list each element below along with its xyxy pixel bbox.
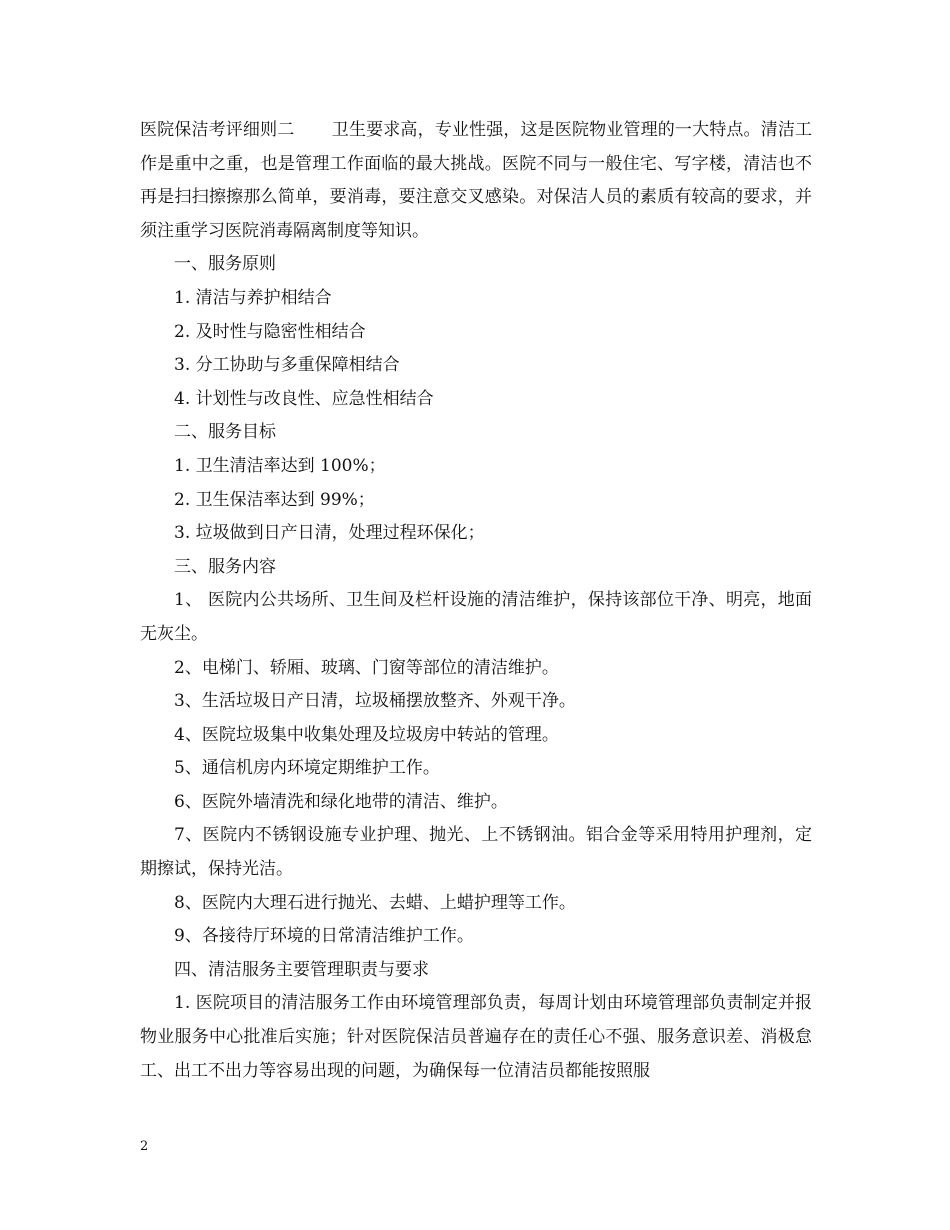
- list-item: 1. 清洁与养护相结合: [174, 287, 332, 308]
- list-item: 4. 计划性与改良性、应急性相结合: [174, 388, 434, 409]
- list-item: 5、通信机房内环境定期维护工作。: [174, 758, 440, 779]
- document-title: 医院保洁考评细则二: [140, 120, 295, 140]
- list-item: 3、生活垃圾日产日清，垃圾桶摆放整齐、外观干净。: [174, 691, 576, 712]
- list-item: 3. 分工协助与多重保障相结合: [174, 355, 400, 376]
- intro-text: 卫生要求高，专业性强，这是医院物业管理的一大特点。清洁工作是重中之重，也是管理工作面临的最大挑战。医院不同与一般住宅、写字楼，清洁也不再是扫扫擦擦那么简单，要消毒，要注意交叉感染。对保洁人员的素质有较高的要求，并须注重学习医院消毒隔离制度等知识。: [140, 120, 813, 241]
- list-item: 6、医院外墙清洗和绿化地带的清洁、维护。: [174, 791, 508, 812]
- list-item: 2. 卫生保洁率达到 99%；: [174, 489, 375, 510]
- list-item: 7、医院内不锈钢设施专业护理、抛光、上不锈钢油。铝合金等采用特用护理剂，定期擦试，保持光洁。: [140, 825, 812, 880]
- section-heading: 一、服务原则: [174, 254, 276, 275]
- list-item: 3. 垃圾做到日产日清，处理过程环保化；: [174, 523, 485, 544]
- intro-paragraph: [140, 114, 812, 248]
- list-item: 1. 卫生清洁率达到 100%；: [174, 455, 386, 476]
- list-item: 8、医院内大理石进行抛光、去蜡、上蜡护理等工作。: [174, 892, 576, 913]
- page-number: 2: [140, 1139, 149, 1154]
- list-item: 9、各接待厅环境的日常清洁维护工作。: [174, 926, 474, 947]
- section-heading: 四、清洁服务主要管理职责与要求: [174, 959, 429, 980]
- list-item: 2、电梯门、轿厢、玻璃、门窗等部位的清洁维护。: [174, 657, 559, 678]
- section-heading: 三、服务内容: [174, 556, 276, 577]
- list-item: 4、医院垃圾集中收集处理及垃圾房中转站的管理。: [174, 724, 559, 745]
- list-item: 2. 及时性与隐密性相结合: [174, 321, 366, 342]
- section-heading: 二、服务目标: [174, 422, 276, 443]
- document-body: [140, 114, 812, 1088]
- list-item: 1、 医院内公共场所、卫生间及栏杆设施的清洁维护，保持该部位干净、明亮，地面无灰尘。: [140, 590, 812, 644]
- list-item: 1. 医院项目的清洁服务工作由环境管理部负责，每周计划由环境管理部负责制定并报物业服务中心批准后实施；针对医院保洁员普遍存在的责任心不强、服务意识差、消极怠工、出工不出力等容易出现的问题，为确保每一位清洁员都能按照服: [140, 993, 812, 1081]
